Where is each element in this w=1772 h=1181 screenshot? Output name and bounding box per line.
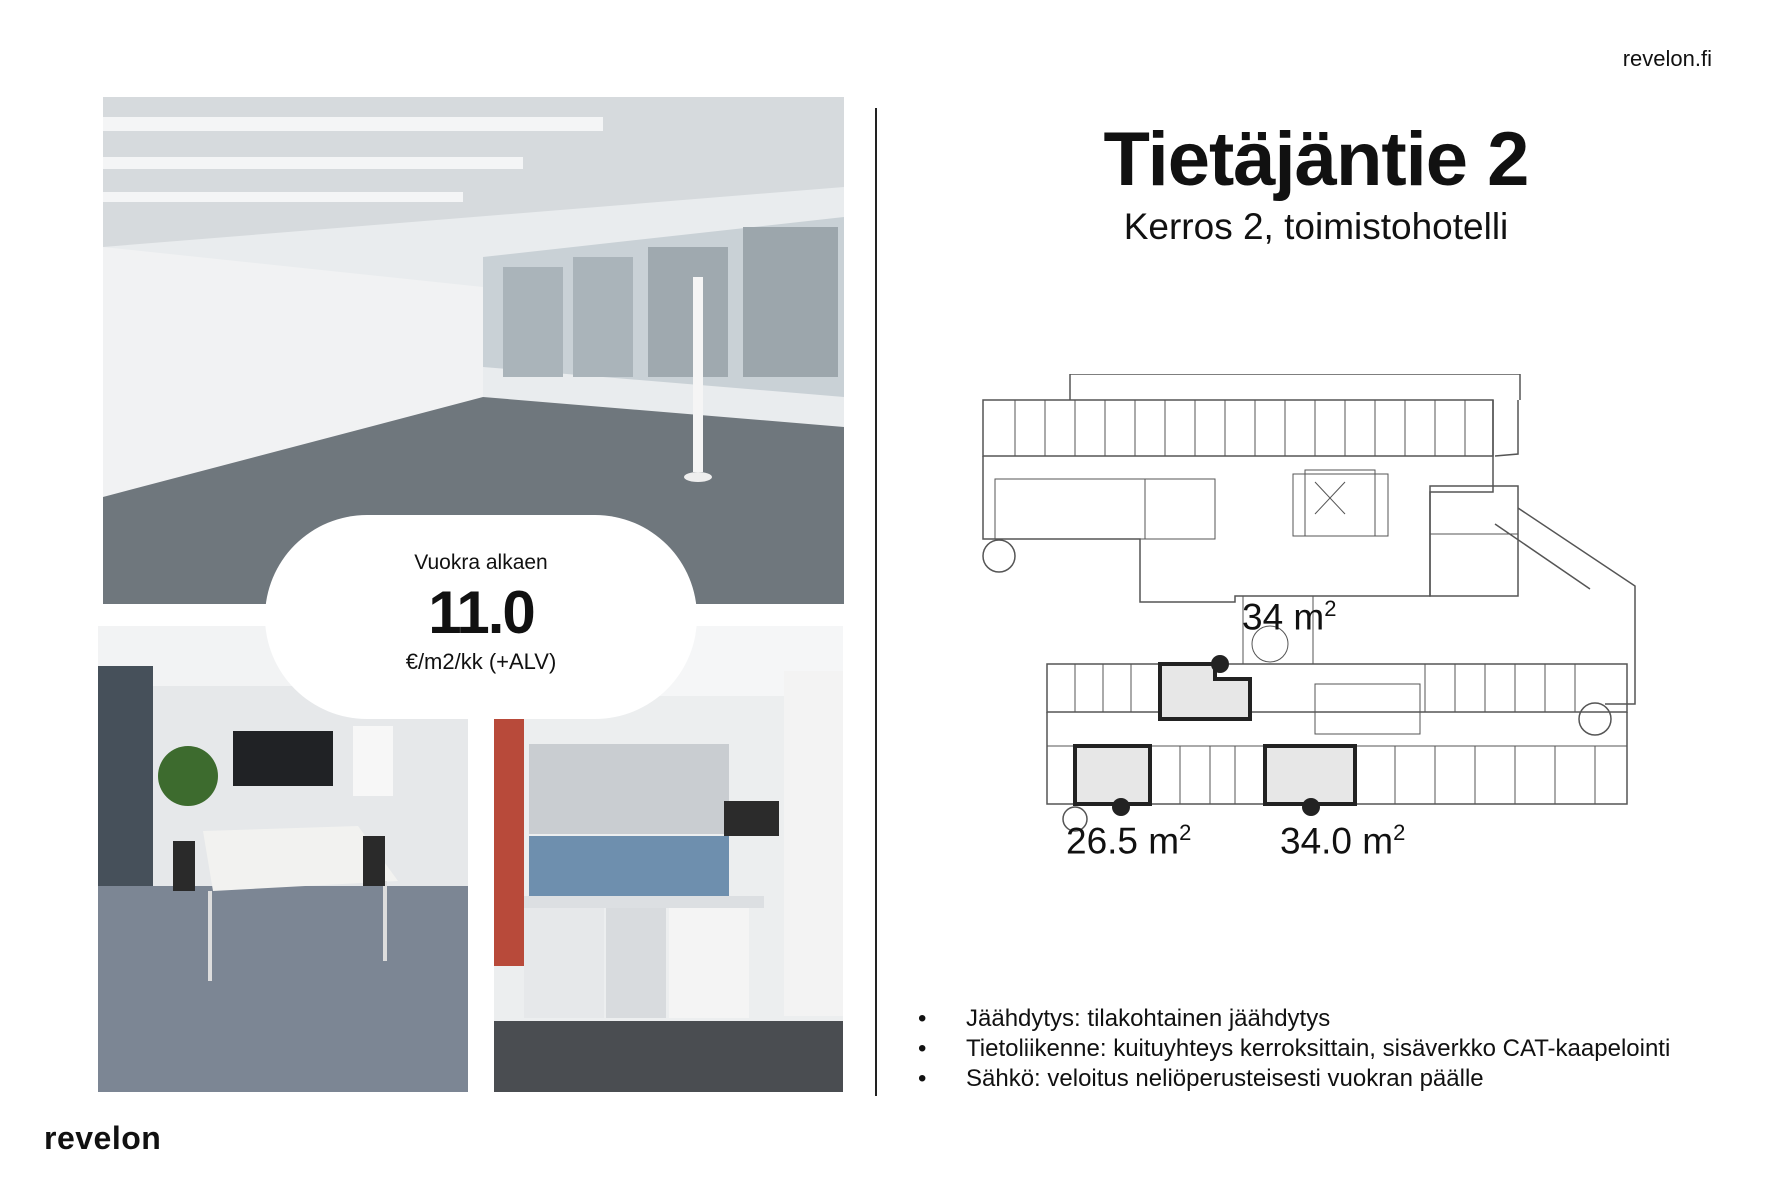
price-badge <box>265 515 697 719</box>
page-title: Tietäjäntie 2 <box>1103 117 1529 202</box>
feature-network: • Tietoliikenne: kuituyhteys kerroksittain, sisäverkko CAT-kaapelointi <box>918 1034 1670 1064</box>
site-url[interactable]: revelon.fi <box>1622 46 1712 71</box>
area-label-right: 34.0 $m^2$ <box>1280 820 1406 862</box>
vertical-divider <box>875 108 877 1096</box>
page-subtitle: Kerros 2, toimistohotelli <box>1123 206 1509 247</box>
area-label-left: 26.5 $m^2$ <box>1066 820 1192 862</box>
price-unit: €/m2/kk (+ALV) <box>405 649 557 674</box>
feature-cooling: • Jäähdytys: tilakohtainen jäähdytys <box>918 1004 1670 1034</box>
price-value: 11.0 <box>428 579 534 646</box>
feature-list <box>918 1004 1670 1094</box>
brand-logo[interactable]: revelon <box>44 1120 162 1156</box>
price-caption: Vuokra alkaen <box>414 551 548 574</box>
feature-electricity: • Sähkö: veloitus neliöperusteisesti vuokran päälle <box>918 1064 1670 1094</box>
area-label-top: 34 $m^2$ <box>1242 596 1337 638</box>
